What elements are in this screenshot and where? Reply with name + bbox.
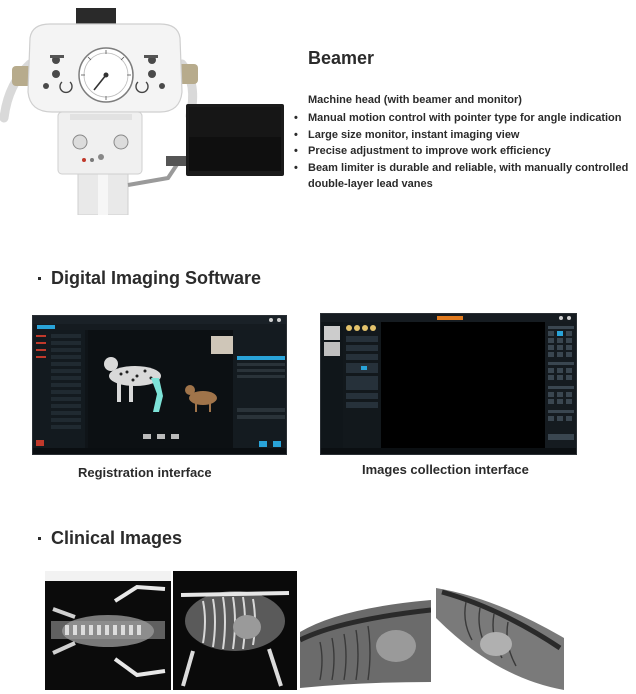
clinical-section-heading: [38, 528, 182, 549]
feature-item: • Precise adjustment to improve work efficiency: [294, 143, 634, 160]
software-section-heading: [38, 268, 261, 289]
images-collection-interface-screenshot: [320, 313, 577, 455]
images-collection-interface-caption: Images collection interface: [362, 462, 529, 477]
clinical-xray-image: [45, 571, 171, 690]
bullet-dot-icon: [38, 537, 41, 540]
beamer-title: Beamer: [308, 48, 375, 68]
software-heading-text: Digital Imaging Software: [51, 268, 262, 288]
beamer-machine-image: [0, 0, 290, 215]
bullet-dot-icon: [38, 277, 41, 280]
registration-interface-screenshot: [32, 315, 287, 455]
beamer-subtitle: Machine head (with beamer and monitor): [308, 94, 522, 106]
feature-item: • Large size monitor, instant imaging view: [294, 127, 634, 144]
registration-interface-caption: Registration interface: [78, 465, 212, 480]
clinical-xray-image: [300, 580, 431, 690]
clinical-xray-image: [173, 571, 297, 690]
clinical-heading-text: Clinical Images: [51, 528, 183, 548]
clinical-xray-image: [436, 578, 564, 690]
feature-item: • Beam limiter is durable and reliable, with manually controlled double-layer lead vanes: [294, 160, 634, 193]
beamer-feature-list: [294, 110, 634, 193]
feature-item: • Manual motion control with pointer type for angle indication: [294, 110, 634, 127]
